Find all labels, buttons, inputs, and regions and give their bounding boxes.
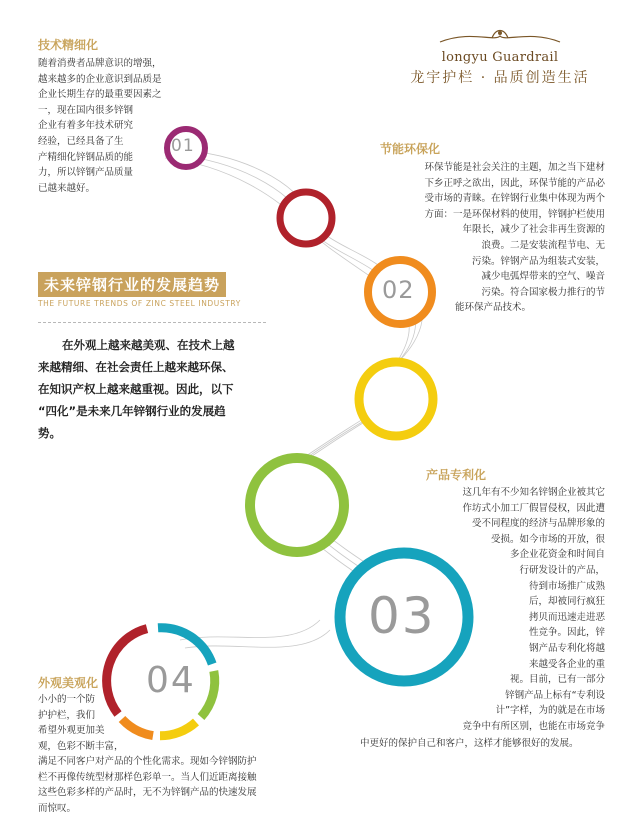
brand-english: longyu Guardrail	[441, 50, 559, 65]
section-body-patent-last: 中更好的保护自己和客户，这样才能够很好的发展。	[360, 738, 579, 749]
number-04: 04	[146, 660, 196, 701]
section-body-tech: 随着消费者品牌意识的增强， 越来越多的企业意识到品质是 企业长期生存的最重要因素之 一，现在国内很多锌钢 企业有着多年技术研究 经验，已经具备了生 产精细化锌钢品质的能 力，所以锌钢产品质量 已越来越好。	[38, 58, 162, 194]
section-title-eco: 节能环保化	[380, 142, 441, 156]
divider	[38, 322, 266, 323]
section-body-eco: 环保节能是社会关注的主题，加之当下建材 下乡正呼之欲出，因此，环保节能的产品必 受市场的青睐。在锌钢行业集中体现为两个 方面：一是环保材料的使用，锌钢护栏使用 年限长，减少了社会非再生资源的 浪费。二是安装流程节电、无 污染。锌钢产品为组装式安装， 减少电弧焊带来的空气、噪音 污染。符合国家极力推行的节 能环保产品技术。	[424, 162, 605, 314]
ornament-icon	[400, 24, 600, 50]
banner-subtitle: THE FUTURE TRENDS OF ZINC STEEL INDUSTRY	[38, 299, 241, 308]
banner-title: 未来锌钢行业的发展趋势	[38, 272, 226, 297]
section-body-patent: 这几年有不少知名锌钢企业被其它 作坊式小加工厂假冒侵权，因此遭 受不同程度的经济与品牌形象的 受损。如今市场的开放，很 多企业花资金和时间自 行研发设计的产品， 待到市场推广成熟 后，却被同行疯狂 拷贝而迅速走进恶 性竞争。因此，锌 钢产品专利化将越 来越受各企业的重 视。目前，已有一部分 锌钢产品上标有“专利设 计”字样，为的就是在市场 竞争中有所区别，也能在市场竞争	[462, 487, 605, 732]
brand-chinese: 龙宇护栏 · 品质创造生活	[410, 70, 590, 86]
section-body-look-long: 满足不同客户对产品的个性化需求。现如今锌钢防护 栏不再像传统型材那样色彩单一。当人们近距离接触 这些色彩多样的产品时，无不为锌钢产品的快速发展 而惊叹。	[38, 756, 257, 814]
section-title-patent: 产品专利化	[426, 468, 487, 482]
section-title-tech: 技术精细化	[38, 38, 99, 52]
intro-paragraph: 在外观上越来越美观、在技术上越 来越精细、在社会责任上越来越环保、 在知识产权上越来越重视。因此，以下 “四化”是未来几年锌钢行业的发展趋 势。	[38, 338, 235, 440]
ring-green	[250, 458, 344, 552]
ring-red	[280, 192, 332, 244]
section-body-look-short: 小小的一个防 护护栏，我们 希望外观更加美 观，色彩不断丰富，	[38, 694, 124, 752]
ring-yellow	[359, 362, 433, 436]
section-title-look: 外观美观化	[38, 676, 99, 690]
brand-logo	[400, 24, 600, 87]
number-02: 02	[382, 276, 415, 304]
number-03: 03	[368, 587, 436, 645]
number-01: 01	[171, 136, 195, 156]
